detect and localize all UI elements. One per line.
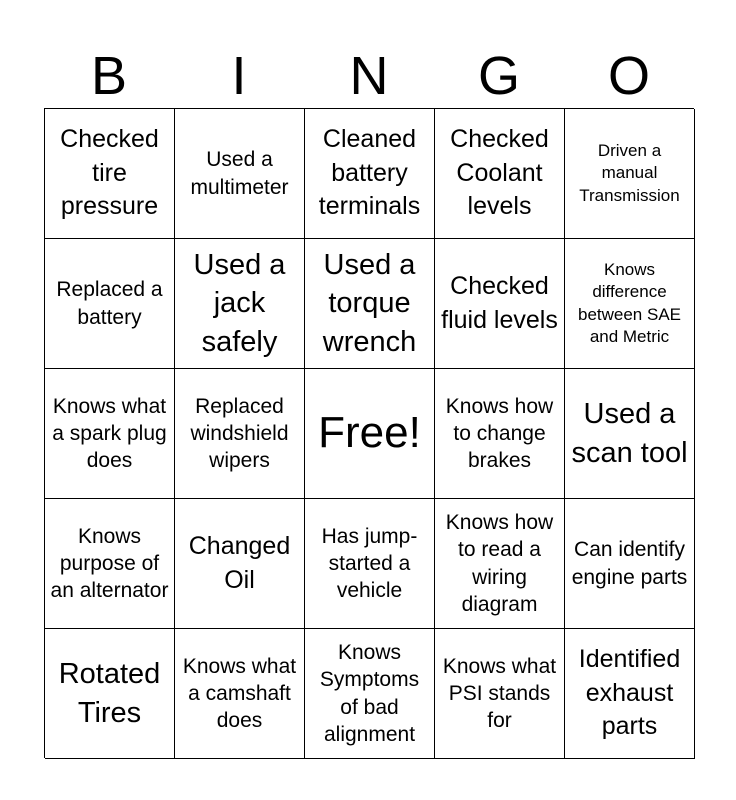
bingo-cell[interactable] [565, 499, 695, 629]
bingo-cell[interactable] [45, 369, 175, 499]
cell-text: Driven a manual Transmission [579, 140, 680, 205]
bingo-cell[interactable] [45, 109, 175, 239]
bingo-cell[interactable] [435, 239, 565, 369]
bingo-grid [44, 108, 694, 758]
header-letter-b: B [90, 46, 128, 106]
cell-text: Has jump-started a vehicle [321, 524, 418, 603]
cell-text: Checked tire pressure [60, 125, 159, 221]
bingo-cell[interactable] [305, 499, 435, 629]
cell-text: Checked fluid levels [441, 272, 558, 334]
cell-text: Used a torque wrench [322, 248, 417, 358]
bingo-cell[interactable] [45, 629, 175, 759]
cell-text: Replaced a battery [56, 278, 163, 329]
bingo-cell[interactable] [45, 499, 175, 629]
cell-text: Can identify engine parts [571, 538, 688, 589]
bingo-cell[interactable] [565, 369, 695, 499]
bingo-cell[interactable] [305, 109, 435, 239]
cell-text: Replaced windshield wipers [190, 394, 289, 473]
free-cell[interactable] [305, 369, 435, 499]
bingo-cell[interactable] [175, 629, 305, 759]
cell-text: Knows how to change brakes [445, 394, 554, 473]
bingo-cell[interactable] [45, 239, 175, 369]
cell-text: Knows Symptoms of bad alignment [319, 640, 420, 746]
cell-text: Rotated Tires [58, 657, 161, 729]
bingo-cell[interactable] [435, 499, 565, 629]
bingo-cell[interactable] [435, 629, 565, 759]
bingo-cell[interactable] [565, 239, 695, 369]
cell-text: Knows difference between SAE and Metric [577, 259, 681, 346]
cell-text: Used a scan tool [571, 397, 688, 469]
header-letter-g: G [477, 46, 520, 106]
cell-text: Checked Coolant levels [450, 125, 549, 221]
bingo-cell[interactable] [175, 499, 305, 629]
cell-text: Knows what a camshaft does [182, 654, 297, 733]
cell-text: Knows what PSI stands for [442, 654, 557, 733]
cell-text: Used a jack safely [193, 248, 286, 358]
bingo-cell[interactable] [435, 369, 565, 499]
bingo-cell[interactable] [175, 369, 305, 499]
bingo-cell[interactable] [305, 629, 435, 759]
cell-text: Free! [318, 408, 421, 458]
cell-text: Knows purpose of an alternator [50, 524, 169, 603]
bingo-cell[interactable] [175, 109, 305, 239]
bingo-cell[interactable] [305, 239, 435, 369]
cell-text: Used a multimeter [190, 148, 289, 199]
cell-text: Cleaned battery terminals [318, 125, 421, 221]
bingo-cell[interactable] [565, 629, 695, 759]
bingo-cell[interactable] [175, 239, 305, 369]
bingo-cell[interactable] [565, 109, 695, 239]
cell-text: Knows what a spark plug does [52, 394, 167, 473]
header-letter-i: I [231, 46, 247, 106]
header-letter-o: O [607, 46, 650, 106]
header-letter-n: N [349, 46, 389, 106]
cell-text: Identified exhaust parts [578, 645, 681, 741]
cell-text: Knows how to read a wiring diagram [445, 510, 554, 616]
bingo-header [44, 46, 694, 106]
cell-text: Changed Oil [188, 532, 291, 594]
bingo-cell[interactable] [435, 109, 565, 239]
